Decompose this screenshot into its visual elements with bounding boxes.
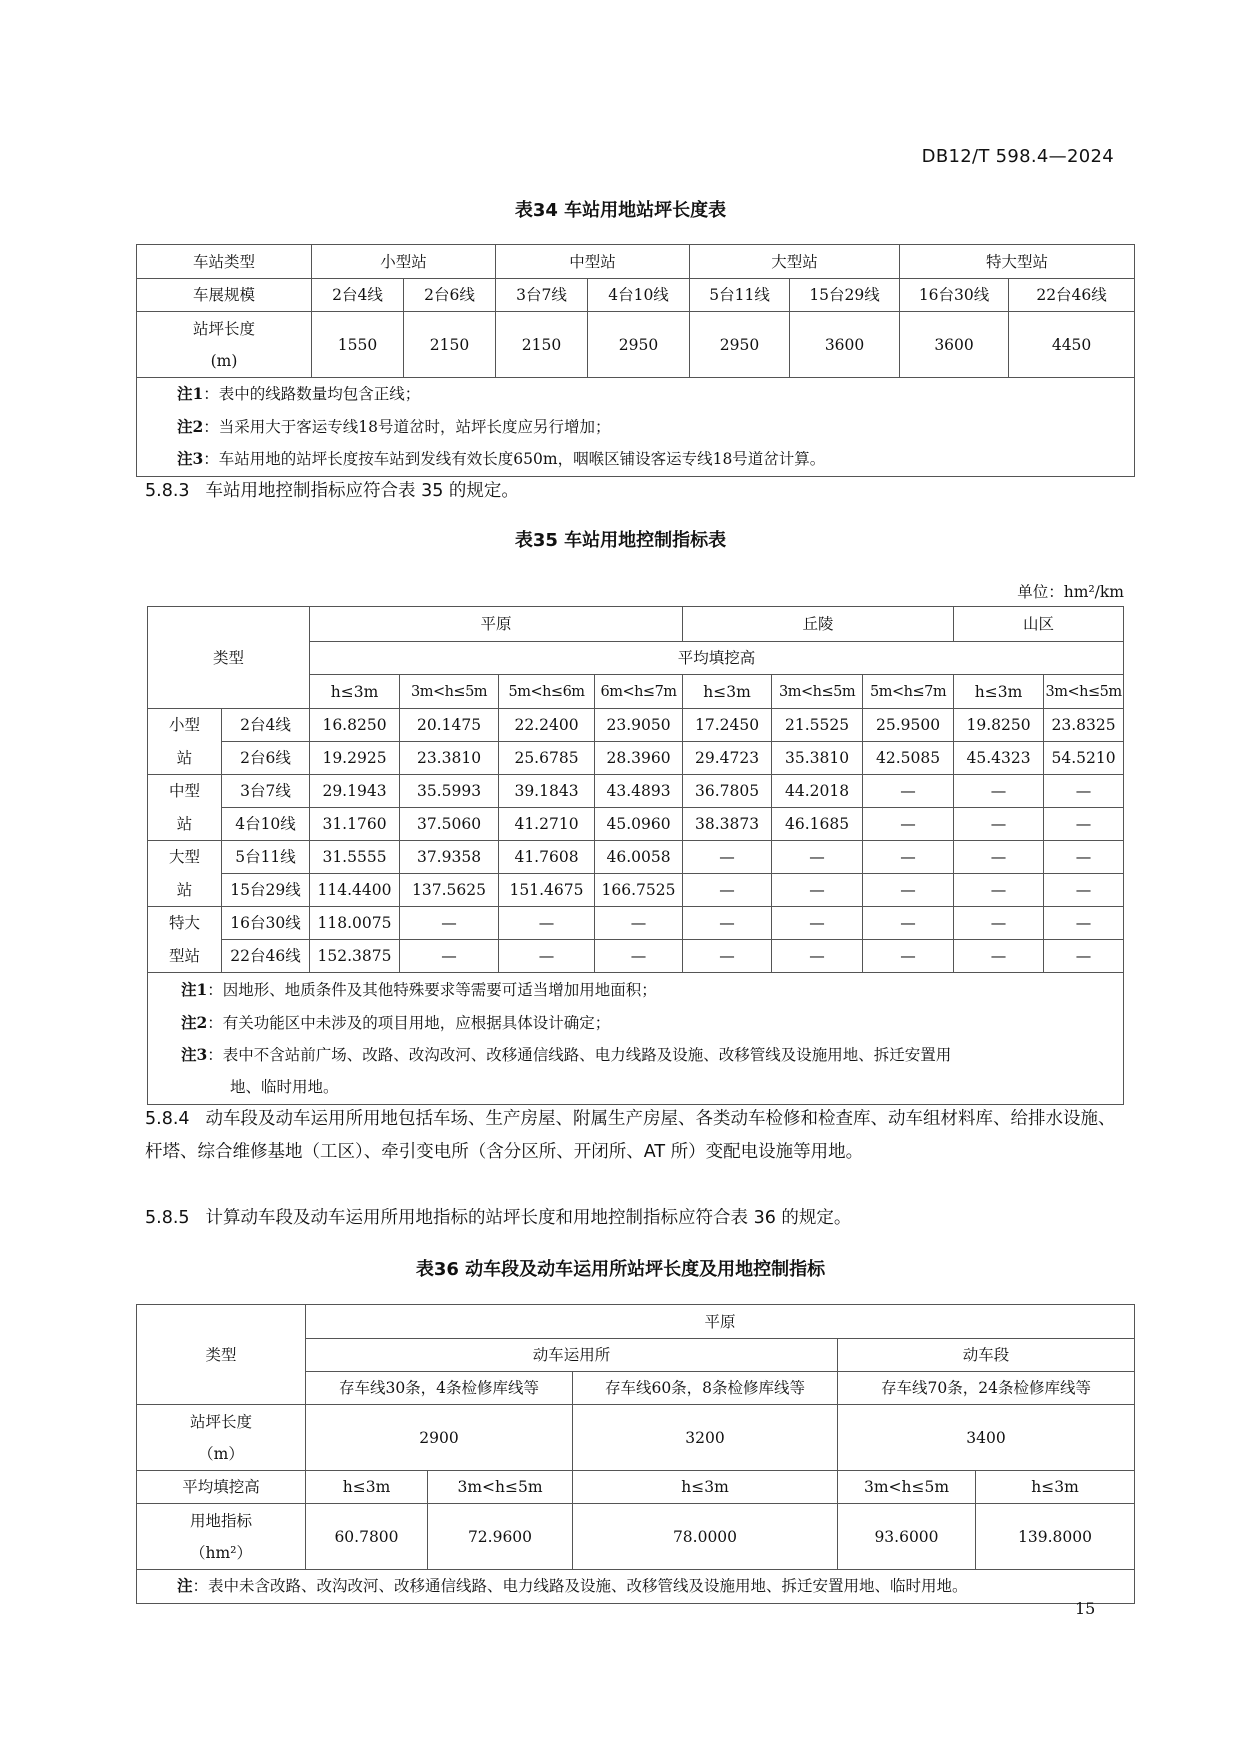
value-cell: 29.4723 [683, 742, 772, 775]
group-header: 中型站 [496, 245, 690, 279]
height-header-cell: h≤3m [954, 675, 1044, 709]
value-cell: — [400, 940, 499, 973]
height-header-cell: 3m<h≤5m [400, 675, 499, 709]
index-cell: 60.7800 [306, 1504, 428, 1570]
value-cell: — [954, 874, 1044, 907]
type-header: 类型 [148, 607, 310, 709]
index-cell: 139.8000 [976, 1504, 1135, 1570]
height-header-cell: 3m<h≤5m [1044, 675, 1124, 709]
clause-number: 5.8.3 [145, 481, 190, 501]
table-row [148, 775, 1124, 808]
value-cell: — [772, 841, 863, 874]
scale-cell: 16台30线 [900, 279, 1009, 312]
value-cell: 151.4675 [499, 874, 595, 907]
value-cell: — [499, 940, 595, 973]
height-cell: h≤3m [976, 1471, 1135, 1504]
length-cell: 3400 [838, 1405, 1135, 1471]
note: 注2：有关功能区中未涉及的项目用地，应根据具体设计确定； [181, 1012, 611, 1032]
height-cell: 3m<h≤5m [428, 1471, 573, 1504]
value-cell: — [595, 907, 683, 940]
group-name-cell: 站 [148, 808, 222, 841]
group-name-cell: 站 [148, 874, 222, 907]
height-header-cell: 3m<h≤5m [772, 675, 863, 709]
index-cell: 78.0000 [573, 1504, 838, 1570]
value-cell: 42.5085 [863, 742, 954, 775]
length-cell: 1550 [312, 312, 404, 378]
scale-cell: 2台4线 [312, 279, 404, 312]
scale-cell: 22台46线 [222, 940, 310, 973]
height-cell: 3m<h≤5m [838, 1471, 976, 1504]
group-name-cell: 中型 [148, 775, 222, 808]
value-cell: 41.7608 [499, 841, 595, 874]
length-cell: 3200 [573, 1405, 838, 1471]
group-name-cell: 大型 [148, 841, 222, 874]
value-cell: — [863, 940, 954, 973]
length-cell: 2950 [588, 312, 690, 378]
row-header-scale: 车展规模 [137, 279, 312, 312]
value-cell: 19.2925 [310, 742, 400, 775]
scale-cell: 4台10线 [588, 279, 690, 312]
config-header: 存车线60条，8条检修库线等 [573, 1372, 838, 1405]
value-cell: 137.5625 [400, 874, 499, 907]
clause-number: 5.8.5 [145, 1208, 190, 1228]
value-cell: 35.3810 [772, 742, 863, 775]
length-unit: （m） [198, 1444, 244, 1463]
value-cell: — [400, 907, 499, 940]
group-name-cell: 特大 [148, 907, 222, 940]
value-cell: 23.8325 [1044, 709, 1124, 742]
length-cell: 2950 [690, 312, 790, 378]
value-cell: 46.0058 [595, 841, 683, 874]
table-row [148, 742, 1124, 775]
height-header-cell: h≤3m [310, 675, 400, 709]
value-cell: 31.1760 [310, 808, 400, 841]
group-header: 小型站 [312, 245, 496, 279]
height-cell: h≤3m [573, 1471, 838, 1504]
terrain-header: 平原 [306, 1305, 1135, 1339]
table-row [148, 841, 1124, 874]
row-header-station-type: 车站类型 [137, 245, 312, 279]
facility-header: 动车运用所 [306, 1339, 838, 1372]
value-cell: — [683, 841, 772, 874]
scale-cell: 15台29线 [222, 874, 310, 907]
table-row [148, 907, 1124, 940]
length-cell: 3600 [900, 312, 1009, 378]
index-cell: 93.6000 [838, 1504, 976, 1570]
value-cell: — [499, 907, 595, 940]
value-cell: 19.8250 [954, 709, 1044, 742]
value-cell: 118.0075 [310, 907, 400, 940]
height-header-cell: 5m<h≤7m [863, 675, 954, 709]
table35-caption: 表35 车站用地控制指标表 [514, 530, 727, 551]
value-cell: 44.2018 [772, 775, 863, 808]
value-cell: — [1044, 874, 1124, 907]
value-cell: 23.3810 [400, 742, 499, 775]
scale-cell: 16台30线 [222, 907, 310, 940]
table34-notes [137, 378, 1135, 477]
table36 [136, 1304, 1135, 1604]
value-cell: 45.0960 [595, 808, 683, 841]
value-cell: — [863, 841, 954, 874]
scale-cell: 2台6线 [404, 279, 496, 312]
length-cell: 2150 [496, 312, 588, 378]
value-cell: — [954, 940, 1044, 973]
document-id: DB12/T 598.4—2024 [921, 146, 1114, 167]
value-cell: 23.9050 [595, 709, 683, 742]
scale-cell: 2台4线 [222, 709, 310, 742]
index-cell: 72.9600 [428, 1504, 573, 1570]
value-cell: — [772, 874, 863, 907]
value-cell: 45.4323 [954, 742, 1044, 775]
length-label: 站坪长度 [192, 319, 255, 338]
scale-cell: 4台10线 [222, 808, 310, 841]
clause-5-8-3 [145, 475, 1125, 508]
type-header: 类型 [137, 1305, 306, 1405]
length-label: 站坪长度 [189, 1412, 252, 1431]
table34-caption: 表34 车站用地站坪长度表 [514, 200, 727, 221]
value-cell: — [772, 907, 863, 940]
scale-cell: 5台11线 [222, 841, 310, 874]
row-header-fill-height: 平均填挖高 [137, 1471, 306, 1504]
value-cell: 31.5555 [310, 841, 400, 874]
table35-notes [148, 973, 1124, 1105]
value-cell: — [772, 940, 863, 973]
value-cell: 21.5525 [772, 709, 863, 742]
length-cell: 4450 [1009, 312, 1135, 378]
value-cell: — [1044, 808, 1124, 841]
value-cell: — [683, 940, 772, 973]
value-cell: — [1044, 940, 1124, 973]
height-cell: h≤3m [306, 1471, 428, 1504]
config-header: 存车线30条，4条检修库线等 [306, 1372, 573, 1405]
clause-5-8-5 [145, 1202, 1125, 1235]
value-cell: 37.9358 [400, 841, 499, 874]
fill-height-header: 平均填挖高 [310, 642, 1124, 675]
scale-cell: 5台11线 [690, 279, 790, 312]
value-cell: — [595, 940, 683, 973]
value-cell: — [1044, 907, 1124, 940]
note: 注3：车站用地的站坪长度按车站到发线有效长度650m，咽喉区铺设客运专线18号道岔计算。 [177, 449, 826, 469]
group-name-cell: 小型 [148, 709, 222, 742]
value-cell: — [683, 907, 772, 940]
length-cell: 2900 [306, 1405, 573, 1471]
clause-text: 动车段及动车运用所用地包括车场、生产房屋、附属生产房屋、各类动车检修和检查库、动车组材料库、给排水设施、杆塔、综合维修基地（工区）、牵引变电所（含分区所、开闭所、AT 所）变配电设施等用地。 [145, 1109, 1116, 1162]
terrain-header: 山区 [954, 607, 1124, 642]
clause-text: 车站用地控制指标应符合表 35 的规定。 [205, 481, 519, 501]
height-header-cell: 6m<h≤7m [595, 675, 683, 709]
value-cell: — [954, 808, 1044, 841]
terrain-header: 平原 [310, 607, 683, 642]
row-header-length [137, 312, 312, 378]
value-cell: 152.3875 [310, 940, 400, 973]
value-cell: — [683, 874, 772, 907]
table34 [136, 244, 1135, 477]
value-cell: 29.1943 [310, 775, 400, 808]
value-cell: 41.2710 [499, 808, 595, 841]
value-cell: 54.5210 [1044, 742, 1124, 775]
group-name-cell: 站 [148, 742, 222, 775]
clause-number: 5.8.4 [145, 1109, 190, 1129]
value-cell: 36.7805 [683, 775, 772, 808]
height-header-cell: 5m<h≤6m [499, 675, 595, 709]
index-unit: （hm²） [190, 1543, 252, 1562]
config-header: 存车线70条，24条检修库线等 [838, 1372, 1135, 1405]
table-row [148, 808, 1124, 841]
facility-header: 动车段 [838, 1339, 1135, 1372]
unit-label: 单位：hm²/km [1017, 583, 1124, 601]
note: 注2：当采用大于客运专线18号道岔时，站坪长度应另行增加； [177, 416, 611, 436]
clause-5-8-4 [145, 1103, 1125, 1169]
value-cell: 46.1685 [772, 808, 863, 841]
table36-caption: 表36 动车段及动车运用所站坪长度及用地控制指标 [415, 1259, 826, 1280]
value-cell: — [954, 841, 1044, 874]
value-cell: 28.3960 [595, 742, 683, 775]
value-cell: 35.5993 [400, 775, 499, 808]
scale-cell: 3台7线 [222, 775, 310, 808]
note: 注1：表中的线路数量均包含正线； [177, 384, 421, 404]
note-continuation: 地、临时用地。 [230, 1077, 339, 1096]
value-cell: 39.1843 [499, 775, 595, 808]
height-header-cell: h≤3m [683, 675, 772, 709]
group-name-cell: 型站 [148, 940, 222, 973]
length-unit: (m) [210, 351, 238, 370]
value-cell: 17.2450 [683, 709, 772, 742]
value-cell: 166.7525 [595, 874, 683, 907]
value-cell: — [863, 874, 954, 907]
note: 注3：表中不含站前广场、改路、改沟改河、改移通信线路、电力线路及设施、改移管线及设施用地、拆迁安置用 [181, 1045, 952, 1064]
value-cell: 16.8250 [310, 709, 400, 742]
length-cell: 2150 [404, 312, 496, 378]
note: 注1：因地形、地质条件及其他特殊要求等需要可适当增加用地面积； [181, 980, 657, 999]
scale-cell: 2台6线 [222, 742, 310, 775]
value-cell: — [954, 775, 1044, 808]
group-header: 特大型站 [900, 245, 1135, 279]
row-header-length [137, 1405, 306, 1471]
value-cell: 25.6785 [499, 742, 595, 775]
index-label: 用地指标 [189, 1511, 252, 1530]
scale-cell: 15台29线 [790, 279, 900, 312]
table-row [148, 874, 1124, 907]
length-cell: 3600 [790, 312, 900, 378]
value-cell: 25.9500 [863, 709, 954, 742]
table-row [148, 709, 1124, 742]
scale-cell: 3台7线 [496, 279, 588, 312]
value-cell: 37.5060 [400, 808, 499, 841]
terrain-header: 丘陵 [683, 607, 954, 642]
page-number: 15 [1075, 1599, 1096, 1618]
value-cell: — [863, 775, 954, 808]
clause-text: 计算动车段及动车运用所用地指标的站坪长度和用地控制指标应符合表 36 的规定。 [205, 1208, 852, 1228]
value-cell: 20.1475 [400, 709, 499, 742]
value-cell: — [863, 907, 954, 940]
value-cell: — [954, 907, 1044, 940]
value-cell: — [1044, 841, 1124, 874]
table35 [147, 606, 1124, 1105]
table-row [148, 940, 1124, 973]
value-cell: 43.4893 [595, 775, 683, 808]
row-header-land-index [137, 1504, 306, 1570]
scale-cell: 22台46线 [1009, 279, 1135, 312]
table36-note: 注：表中未含改路、改沟改河、改移通信线路、电力线路及设施、改移管线及设施用地、拆迁安置用地、临时用地。 [137, 1570, 1135, 1604]
value-cell: 22.2400 [499, 709, 595, 742]
value-cell: — [1044, 775, 1124, 808]
value-cell: 38.3873 [683, 808, 772, 841]
value-cell: — [863, 808, 954, 841]
value-cell: 114.4400 [310, 874, 400, 907]
group-header: 大型站 [690, 245, 900, 279]
